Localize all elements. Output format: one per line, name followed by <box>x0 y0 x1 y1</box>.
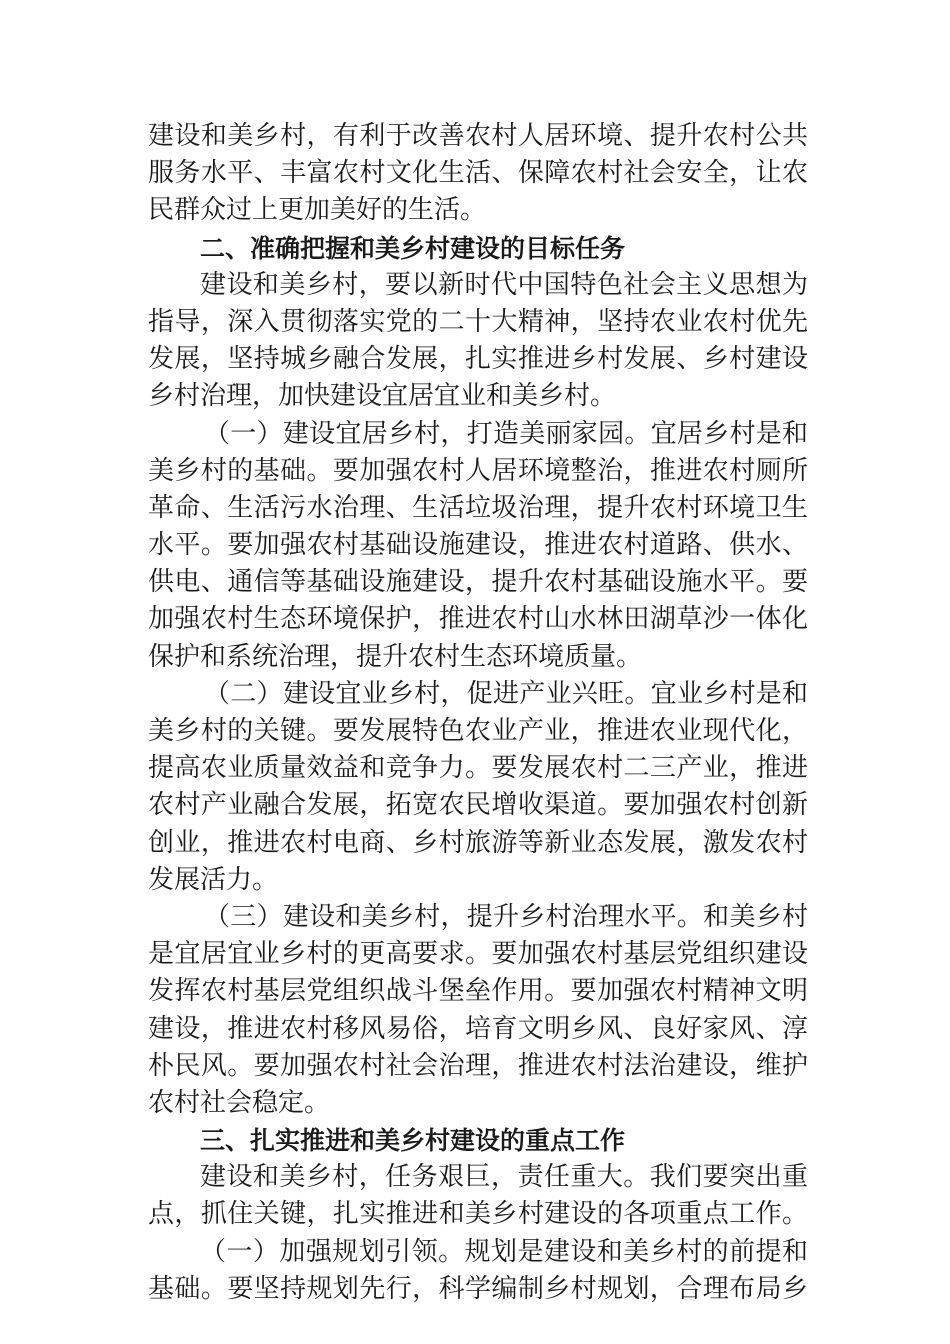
section-heading: 二、准确把握和美乡村建设的目标任务 <box>200 233 626 263</box>
text-line: 民群众过上更加美好的生活。 <box>148 195 487 226</box>
text-line: 发挥农村基层党组织战斗堡垒作用。要加强农村精神文明 <box>148 976 808 1007</box>
text-line: 保护和系统治理，提升农村生态环境质量。 <box>148 641 643 672</box>
text-line: 美乡村的基础。要加强农村人居环境整治，推进农村厕所 <box>148 455 808 486</box>
text-line: 建设和美乡村，有利于改善农村人居环境、提升农村公共 <box>148 121 808 151</box>
text-line: （一）加强规划引领。规划是建设和美乡村的前提和 <box>200 1236 808 1267</box>
text-line: 点，抓住关键，扎实推进和美乡村建设的各项重点工作。 <box>148 1199 808 1230</box>
text-line: 发展活力。 <box>148 864 279 895</box>
section-heading: 三、扎实推进和美乡村建设的重点工作 <box>200 1126 626 1156</box>
document-page <box>148 118 808 1308</box>
text-line: 提高农业质量效益和竞争力。要发展农村二三产业，推进 <box>148 753 808 784</box>
text-line: （二）建设宜业乡村，促进产业兴旺。宜业乡村是和 <box>204 678 808 709</box>
text-line: 水平。要加强农村基础设施建设，推进农村道路、供水、 <box>148 530 808 561</box>
text-line: 加强农村生态环境保护，推进农村山水林田湖草沙一体化 <box>148 604 808 635</box>
text-line: 发展，坚持城乡融合发展，扎实推进乡村发展、乡村建设 <box>148 344 808 375</box>
text-line: （一）建设宜居乡村，打造美丽家园。宜居乡村是和 <box>204 418 808 449</box>
text-line: 革命、生活污水治理、生活垃圾治理，提升农村环境卫生 <box>148 492 808 523</box>
text-line: 乡村治理，加快建设宜居宜业和美乡村。 <box>148 381 617 412</box>
text-line: 建设和美乡村，任务艰巨，责任重大。我们要突出重 <box>200 1162 808 1193</box>
text-line: 建设和美乡村，要以新时代中国特色社会主义思想为 <box>200 269 808 300</box>
text-line: 创业，推进农村电商、乡村旅游等新业态发展，激发农村 <box>148 827 808 858</box>
text-line: （三）建设和美乡村，提升乡村治理水平。和美乡村 <box>204 901 808 932</box>
text-line: 是宜居宜业乡村的更高要求。要加强农村基层党组织建设 <box>148 939 808 970</box>
text-line: 指导，深入贯彻落实党的二十大精神，坚持农业农村优先 <box>148 306 808 337</box>
text-line: 供电、通信等基础设施建设，提升农村基础设施水平。要 <box>148 567 808 598</box>
text-line: 建设，推进农村移风易俗，培育文明乡风、良好家风、淳 <box>148 1013 808 1044</box>
text-line: 朴民风。要加强农村社会治理，推进农村法治建设，维护 <box>148 1050 808 1081</box>
text-line: 基础。要坚持规划先行，科学编制乡村规划，合理布局乡 <box>148 1273 808 1304</box>
text-line: 农村社会稳定。 <box>148 1087 331 1118</box>
text-line: 美乡村的关键。要发展特色农业产业，推进农业现代化， <box>148 716 808 746</box>
text-line: 服务水平、丰富农村文化生活、保障农村社会安全，让农 <box>148 158 808 189</box>
text-line: 农村产业融合发展，拓宽农民增收渠道。要加强农村创新 <box>148 790 808 821</box>
